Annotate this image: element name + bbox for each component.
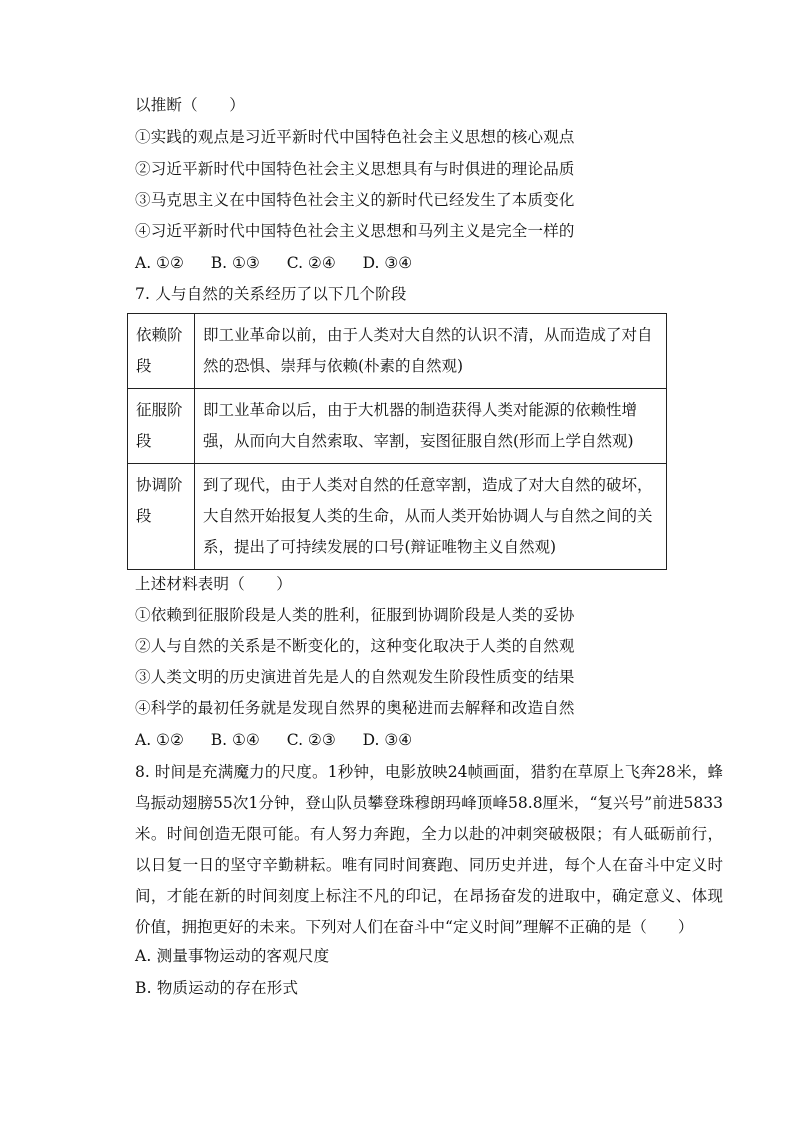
q7-stem: 7. 人与自然的关系经历了以下几个阶段 (135, 285, 407, 303)
stage-name-cell: 协调阶段 (128, 464, 195, 570)
q8-option-a: A. 测量事物运动的客观尺度 (135, 947, 330, 965)
q7-choice-c: C. ②③ (286, 731, 336, 749)
q6-choice-c: C. ②④ (286, 254, 336, 272)
q6-option-4: ④习近平新时代中国特色社会主义思想和马列主义是完全一样的 (135, 222, 575, 240)
stage-desc-cell: 到了现代，由于人类对自然的任意宰割，造成了对大自然的破坏，大自然开始报复人类的生命，从而人类开始协调人与自然之间的关系，提出了可持续发展的口号(辩证唯物主义自然观) (195, 464, 667, 570)
q6-option-1: ①实践的观点是习近平新时代中国特色社会主义思想的核心观点 (135, 128, 575, 146)
stage-table (127, 313, 667, 570)
q6-choice-b: B. ①③ (210, 254, 260, 272)
q6-stem-tail: 以推断（ ） (135, 96, 245, 114)
q6-option-2: ②习近平新时代中国特色社会主义思想具有与时俱进的理论品质 (135, 160, 575, 178)
q7-choice-a: A. ①② (135, 731, 184, 749)
q7-choices (135, 730, 434, 750)
stage-name-cell: 征服阶段 (128, 389, 195, 464)
q6-choice-d: D. ③④ (362, 254, 413, 272)
q7-option-3: ③人类文明的历史演进首先是人的自然观发生阶段性质变的结果 (135, 668, 575, 686)
q6-choices (135, 253, 434, 273)
table-row (128, 314, 667, 389)
stage-desc-cell: 即工业革命以前，由于人类对大自然的认识不清，从而造成了对自然的恐惧、崇拜与依赖(朴素的自然观) (195, 314, 667, 389)
table-row (128, 389, 667, 464)
q8-option-b: B. 物质运动的存在形式 (135, 979, 299, 997)
stage-name-cell: 依赖阶段 (128, 314, 195, 389)
stage-desc-cell: 即工业革命以后，由于大机器的制造获得人类对能源的依赖性增强，从而向大自然索取、宰割，妄图征服自然(形而上学自然观) (195, 389, 667, 464)
q7-option-4: ④科学的最初任务就是发现自然界的奥秘进而去解释和改造自然 (135, 699, 575, 717)
q6-choice-a: A. ①② (135, 254, 184, 272)
q7-choice-d: D. ③④ (362, 731, 413, 749)
q7-option-2: ②人与自然的关系是不断变化的，这种变化取决于人类的自然观 (135, 637, 575, 655)
q7-question: 上述材料表明（ ） (135, 575, 293, 593)
table-row (128, 464, 667, 570)
q7-choice-b: B. ①④ (210, 731, 260, 749)
q8-stem: 8. 时间是充满魔力的尺度。1秒钟，电影放映24帧画面，猎豹在草原上飞奔28米，蜂鸟振动翅膀55次1分钟，登山队员攀登珠穆朗玛峰顶峰58.8厘米，“复兴号”前进5833米。时间创造无限可能。有人努力奔跑，全力以赴的冲刺突破极限；有人砥砺前行，以日复一日的坚守辛勤耕耘。唯有同时间赛跑、同历史并进，每个人在奋斗中定义时间，才能在新的时间刻度上标注不凡的印记，在昂扬奋发的进取中，确定意义、体现价值，拥抱更好的未来。下列对人们在奋斗中“定义时间”理解不正确的是（ ） (135, 763, 723, 936)
q7-option-1: ①依赖到征服阶段是人类的胜利，征服到协调阶段是人类的妥协 (135, 606, 575, 624)
q6-option-3: ③马克思主义在中国特色社会主义的新时代已经发生了本质变化 (135, 191, 575, 209)
